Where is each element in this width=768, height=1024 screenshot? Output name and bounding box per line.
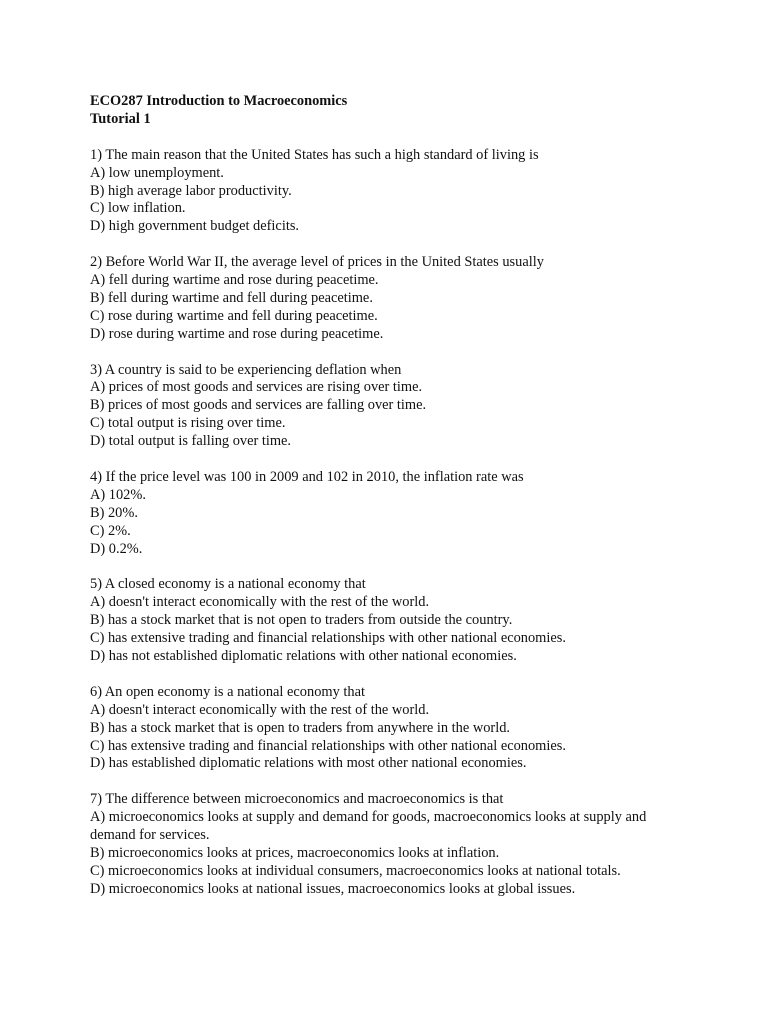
- question-6: [90, 684, 690, 774]
- answer-option-c: C) has extensive trading and financial relationships with other national economies.: [90, 737, 566, 754]
- answer-option-c: C) total output is rising over time.: [90, 415, 286, 432]
- answer-option-a: A) microeconomics looks at supply and demand for goods, macroeconomics looks at supply and demand for services.: [90, 809, 647, 844]
- answer-option-a: A) low unemployment.: [90, 164, 224, 181]
- course-title: ECO287 Introduction to Macroeconomics: [90, 93, 348, 109]
- answer-option-c: C) microeconomics looks at individual consumers, macroeconomics looks at national totals.: [90, 862, 621, 879]
- document-header: [90, 93, 690, 129]
- answer-option-c: C) 2%.: [90, 522, 131, 539]
- question-4: [90, 469, 690, 559]
- question-7: [90, 791, 690, 898]
- question-stem: 4) If the price level was 100 in 2009 and 102 in 2010, the inflation rate was: [90, 468, 524, 485]
- answer-option-c: C) has extensive trading and financial relationships with other national economies.: [90, 630, 566, 647]
- answer-option-b: B) has a stock market that is open to traders from anywhere in the world.: [90, 719, 511, 736]
- question-stem: 5) A closed economy is a national economy that: [90, 576, 366, 593]
- answer-option-d: D) 0.2%.: [90, 540, 143, 557]
- question-stem: 3) A country is said to be experiencing deflation when: [90, 361, 402, 378]
- answer-option-d: D) rose during wartime and rose during peacetime.: [90, 325, 384, 342]
- answer-option-d: D) microeconomics looks at national issues, macroeconomics looks at global issues.: [90, 880, 576, 897]
- answer-option-a: A) 102%.: [90, 486, 146, 503]
- question-stem: 6) An open economy is a national economy that: [90, 683, 365, 700]
- answer-option-b: B) microeconomics looks at prices, macroeconomics looks at inflation.: [90, 844, 500, 861]
- answer-option-a: A) doesn't interact economically with the rest of the world.: [90, 594, 430, 611]
- question-5: [90, 576, 690, 666]
- answer-option-b: B) has a stock market that is not open to traders from outside the country.: [90, 612, 513, 629]
- document-page: [90, 93, 690, 917]
- question-3: [90, 362, 690, 452]
- answer-option-a: A) fell during wartime and rose during peacetime.: [90, 272, 379, 289]
- answer-option-c: C) rose during wartime and fell during peacetime.: [90, 307, 378, 324]
- answer-option-d: D) has established diplomatic relations with most other national economies.: [90, 755, 527, 772]
- answer-option-b: B) high average labor productivity.: [90, 182, 292, 199]
- answer-option-b: B) fell during wartime and fell during peacetime.: [90, 289, 373, 306]
- answer-option-d: D) total output is falling over time.: [90, 433, 292, 450]
- answer-option-c: C) low inflation.: [90, 200, 186, 217]
- question-2: [90, 254, 690, 344]
- answer-option-b: B) 20%.: [90, 504, 138, 521]
- question-stem: 1) The main reason that the United States has such a high standard of living is: [90, 146, 539, 163]
- question-stem: 7) The difference between microeconomics and macroeconomics is that: [90, 791, 504, 808]
- answer-option-d: D) has not established diplomatic relations with other national economies.: [90, 648, 517, 665]
- answer-option-a: A) prices of most goods and services are rising over time.: [90, 379, 423, 396]
- question-1: [90, 147, 690, 237]
- answer-option-b: B) prices of most goods and services are falling over time.: [90, 397, 427, 414]
- answer-option-d: D) high government budget deficits.: [90, 218, 300, 235]
- question-stem: 2) Before World War II, the average level of prices in the United States usually: [90, 254, 544, 271]
- answer-option-a: A) doesn't interact economically with the rest of the world.: [90, 701, 430, 718]
- tutorial-label: Tutorial 1: [90, 110, 151, 127]
